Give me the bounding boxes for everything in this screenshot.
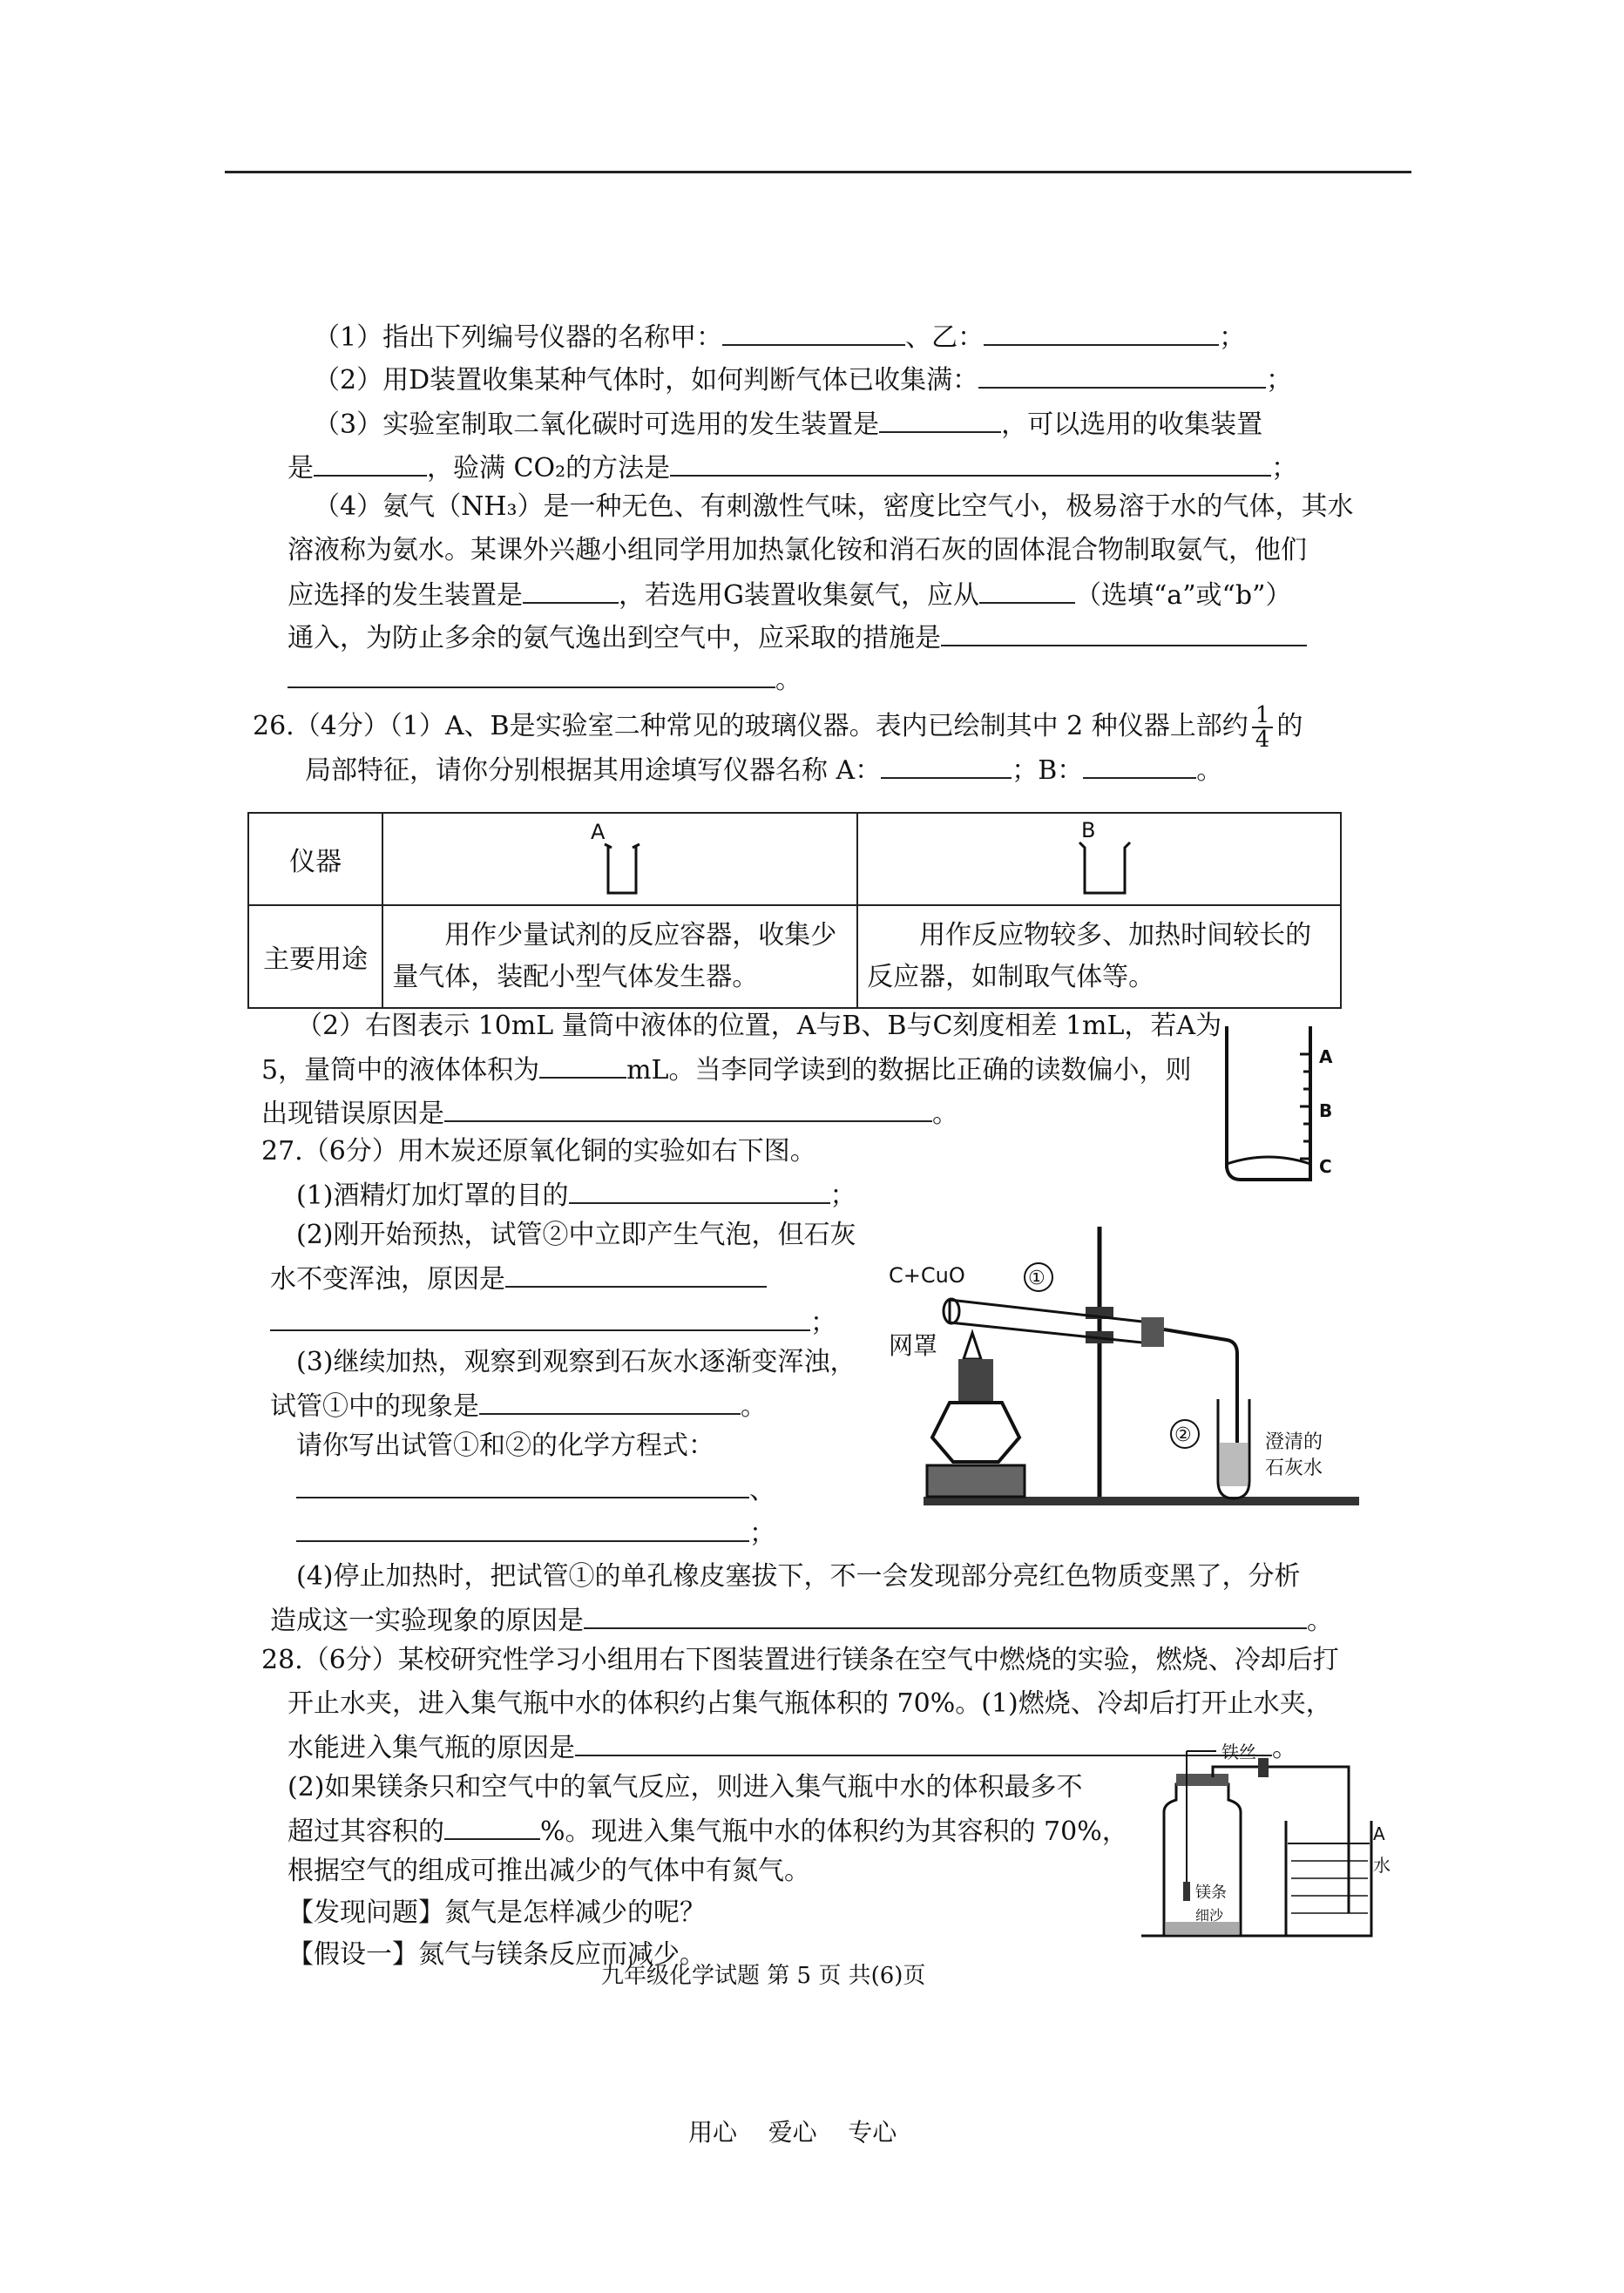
svg-text:细沙: 细沙 [1195,1907,1224,1924]
q26-line1: 26.（4分）（1）A、B是实验室二种常见的玻璃仪器。表内已绘制其中 2 种仪器上部约 $\frac{1}{4}$ 的 [253,702,1303,753]
q25-part1: （1）指出下列编号仪器的名称甲： 、乙： ； [314,318,1245,355]
instrument-a-cell [382,813,857,905]
measuring-cylinder-figure [1220,1019,1342,1194]
svg-text:②: ② [1174,1424,1192,1446]
usage-b-cell: 用作反应物较多、加热时间较长的 反应器，如制取气体等。 [857,905,1341,1008]
q25-part4c: 应选择的发生装置是 ，若选用G装置收集氨气，应从 （选填“a”或“b”） [288,576,1291,613]
svg-text:①: ① [1028,1268,1045,1289]
svg-text:A: A [590,820,606,844]
svg-text:B: B [1319,1100,1333,1121]
q27-part1: (1)酒精灯加灯罩的目的 ； [296,1176,856,1214]
q27-part2c: ； [270,1303,836,1341]
q27-part4a: (4)停止加热时，把试管①的单孔橡皮塞拔下，不一会发现部分亮红色物质变黑了，分析 [296,1561,1301,1592]
q25-part3a: （3）实验室制取二氧化碳时可选用的发生装置是 ，可以选用的收集装置 [314,405,1262,443]
svg-text:水: 水 [1373,1855,1391,1876]
q27-part2b: 水不变浑浊，原因是 [270,1260,767,1297]
q28-line1: 28.（6分）某校研究性学习小组用右下图装置进行镁条在空气中燃烧的实验，燃烧、冷却后打 [261,1645,1339,1675]
q27-head: 27.（6分）用木炭还原氧化铜的实验如右下图。 [261,1136,816,1167]
q28-line5: 超过其容积的 %。现进入集气瓶中水的体积约为其容积的 70%， [288,1812,1128,1850]
table-head-instrument: 仪器 [248,813,382,905]
svg-text:A: A [1319,1046,1333,1067]
svg-text:澄清的: 澄清的 [1265,1431,1323,1453]
q27-equation1: 、 [296,1471,775,1508]
q27-part3c: 请你写出试管①和②的化学方程式： [296,1431,714,1461]
flask-top-icon [1060,820,1139,898]
svg-text:网罩: 网罩 [889,1331,938,1360]
q26-line2: 局部特征，请你分别根据其用途填写仪器名称 A： ；B： 。 [305,751,1222,788]
q25-part4b: 溶液称为氨水。某课外兴趣小组同学用加热氯化铵和消石灰的固体混合物制取氨气，他们 [288,535,1307,565]
table-head-usage: 主要用途 [248,905,382,1008]
q25-part3b: 是 ，验满 CO₂的方法是 ； [288,449,1297,486]
svg-text:C: C [1319,1156,1332,1177]
q28-line8: 【假设一】氮气与镁条反应而减少。 [288,1939,706,1970]
q25-part4e: 。 [288,660,802,698]
test-tube-top-icon [585,820,655,898]
q27-part2a: (2)刚开始预热，试管②中立即产生气泡，但石灰 [296,1220,856,1250]
q25-part4a: （4）氨气（NH₃）是一种无色、有刺激性气味，密度比空气小，极易溶于水的气体，其水 [314,491,1354,522]
usage-a-cell: 用作少量试剂的反应容器，收集少 量气体，装配小型气体发生器。 [382,905,857,1008]
svg-text:C+CuO: C+CuO [889,1263,965,1288]
magnesium-combustion-apparatus [1133,1742,1391,1943]
q27-part3a: (3)继续加热，观察到观察到石灰水逐渐变浑浊， [296,1347,856,1377]
q27-part3b: 试管①中的现象是 。 [270,1387,767,1424]
q26-part2a: （2）右图表示 10mL 量筒中液体的位置，A与B、B与C刻度相差 1mL，若A为 [296,1011,1222,1041]
carbon-reduction-apparatus [889,1220,1359,1516]
q28-line4: (2)如果镁条只和空气中的氧气反应，则进入集气瓶中水的体积最多不 [288,1772,1083,1803]
q26-part2b: 5，量筒中的液体体积为 mL。当李同学读到的数据比正确的读数偏小，则 [261,1051,1191,1088]
q27-equation2: ； [296,1514,775,1552]
header-rule [225,171,1411,173]
q25-part2: （2）用D装置收集某种气体时，如何判断气体已收集满： ； [314,361,1292,398]
svg-text:石灰水: 石灰水 [1265,1458,1323,1479]
q27-part4b: 造成这一实验现象的原因是 。 [270,1601,1333,1639]
q28-line3: 水能进入集气瓶的原因是 。 [288,1728,1298,1766]
q28-line7: 【发现问题】氮气是怎样减少的呢？ [288,1897,706,1928]
page-number: 九年级化学试题 第 5 页 共(6)页 [601,1963,926,1989]
svg-text:B: B [1080,818,1096,842]
fraction-one-quarter: $\frac{1}{4}$ [1252,704,1274,751]
footer-motto: 用心 爱心 专心 [688,2118,897,2147]
instrument-b-cell [857,813,1341,905]
q25-part4d: 通入，为防止多余的氨气逸出到空气中，应采取的措施是 [288,619,1307,656]
q28-line2: 开止水夹，进入集气瓶中水的体积约占集气瓶体积的 70%。(1)燃烧、冷却后打开止水夹， [288,1688,1332,1719]
q26-part2c: 出现错误原因是 。 [261,1094,958,1132]
svg-text:铁丝: 铁丝 [1221,1742,1256,1762]
instrument-table [247,812,1342,1009]
q28-line6: 根据空气的组成可推出减少的气体中有氮气。 [288,1856,810,1886]
svg-text:镁条: 镁条 [1195,1884,1227,1902]
svg-text:A: A [1373,1823,1385,1844]
